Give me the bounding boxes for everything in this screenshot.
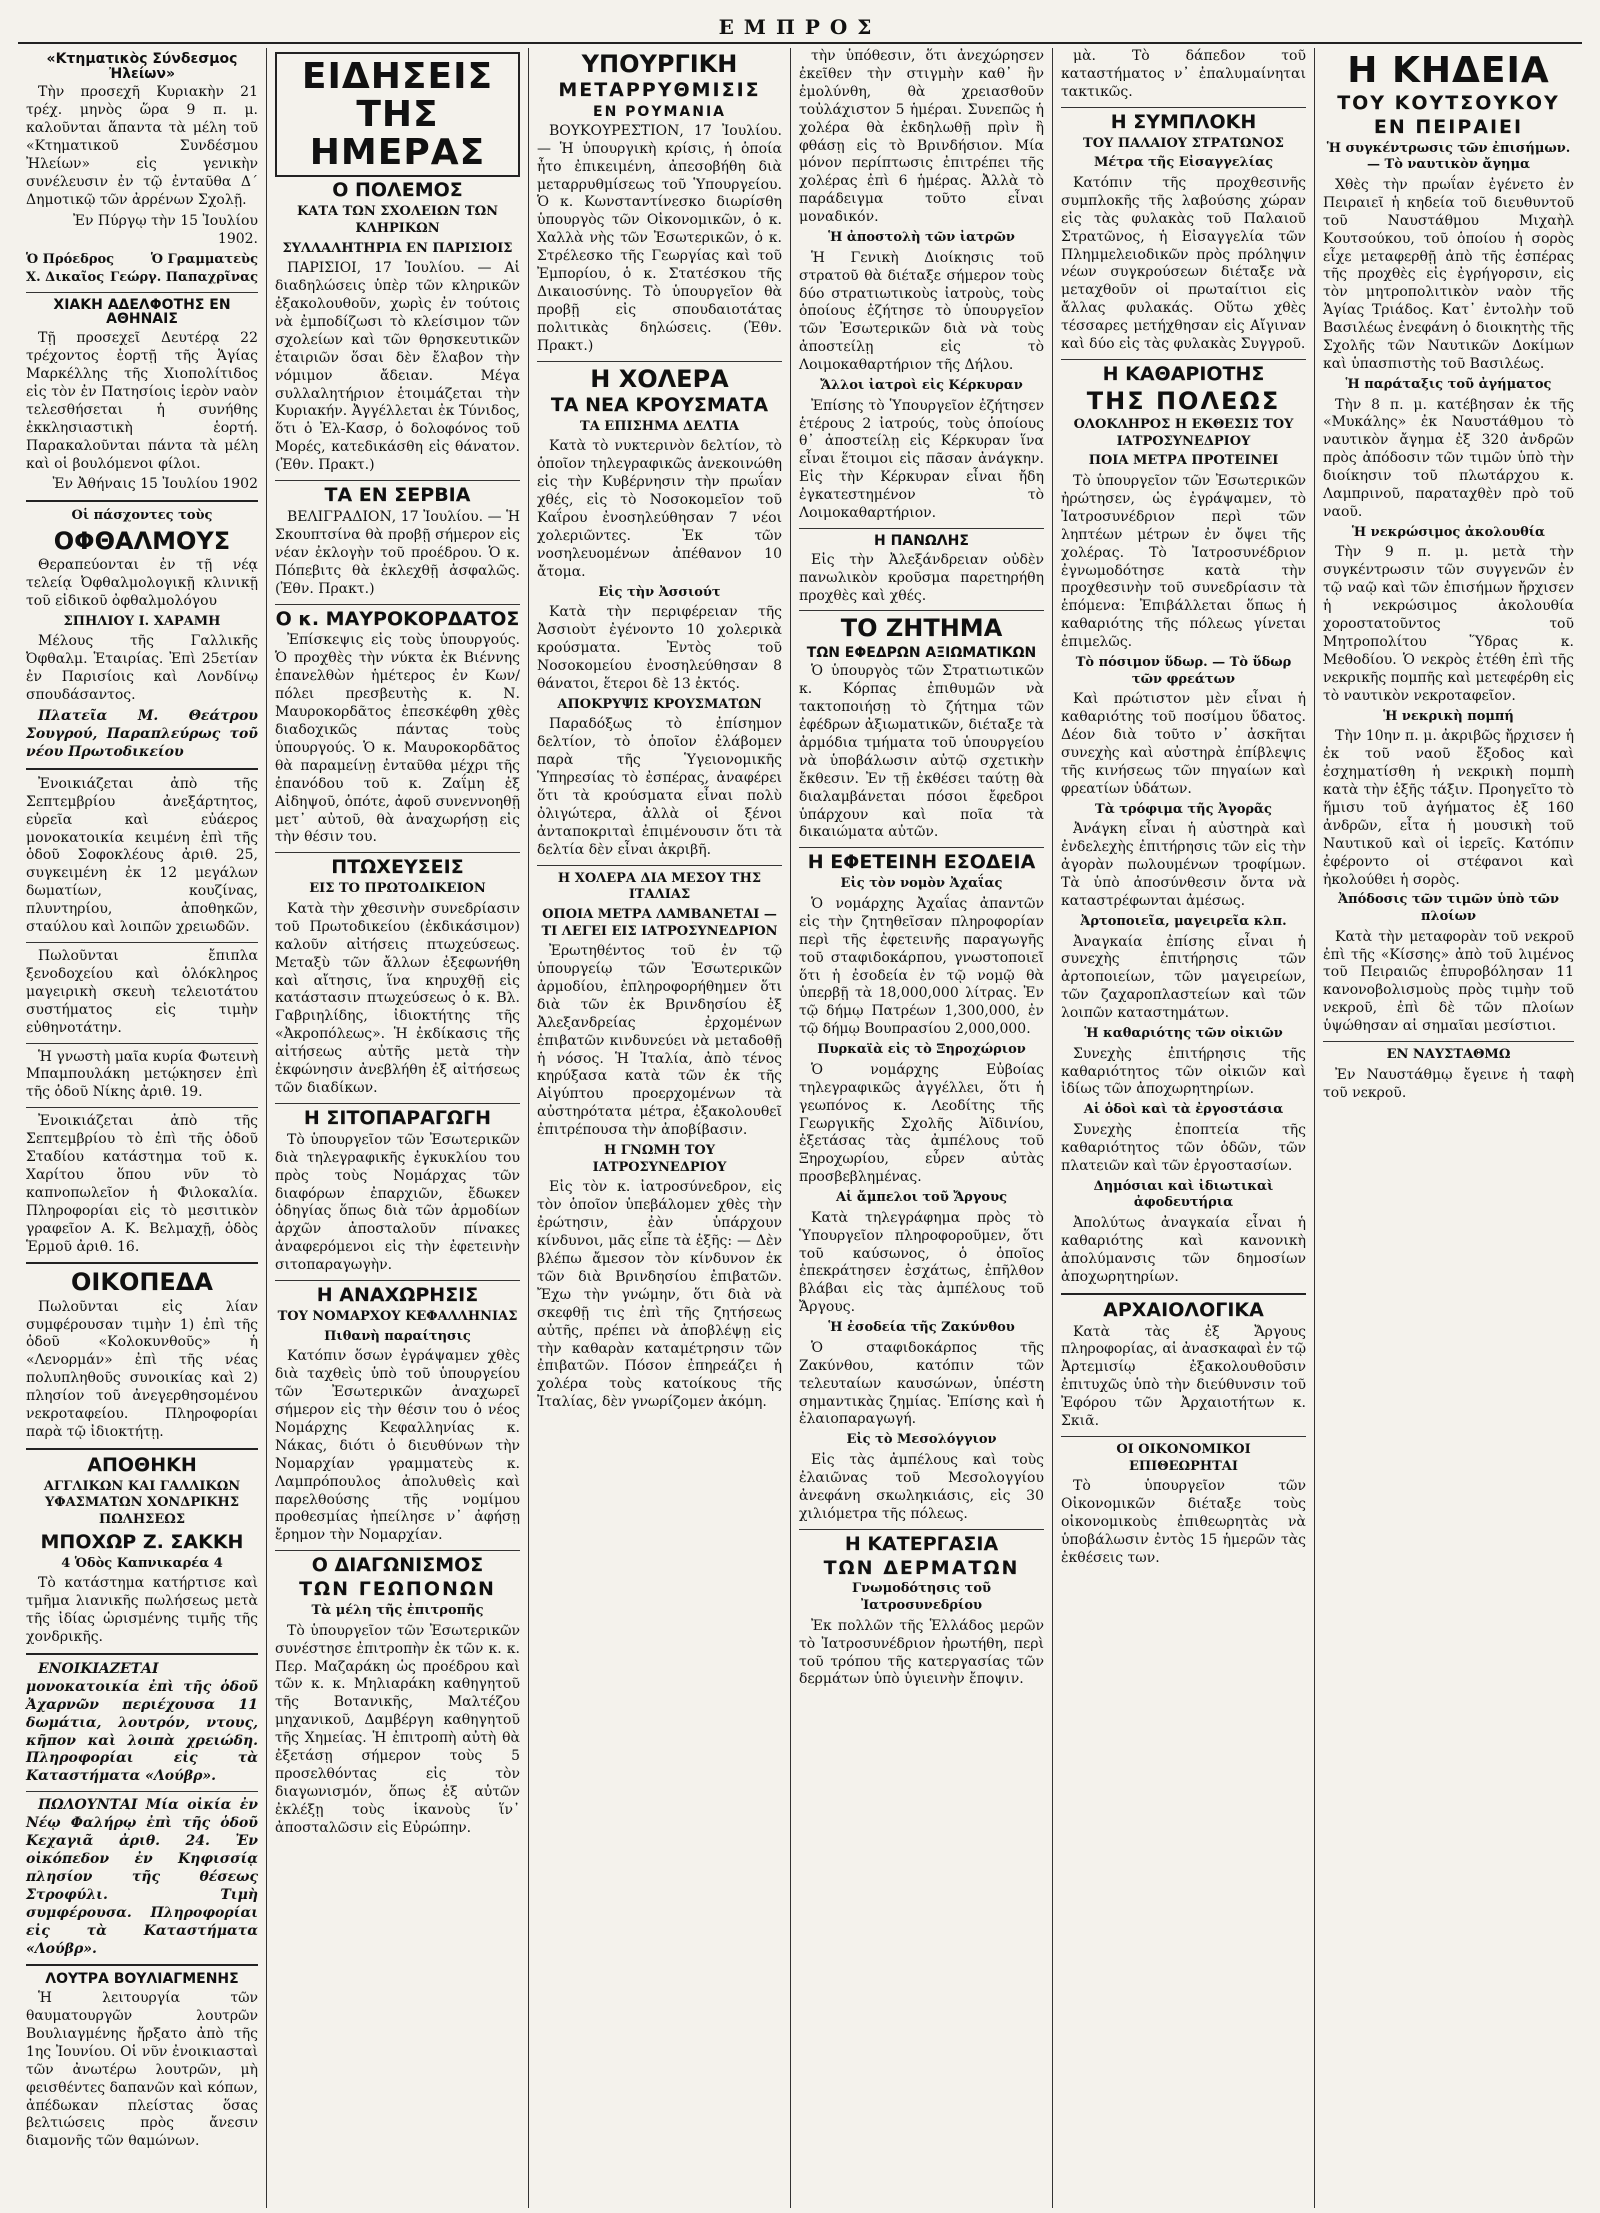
article-lead: Δημόσιαι καὶ ἰδιωτικαὶ ἀφοδευτήρια (1093, 1178, 1274, 1211)
article-text: Ἀναγκαία ἐπίσης εἶναι ἡ συνεχὴς ἐπιτήρησις τῶν ἀρτοποιείων, τῶν μαγειρείων, τῶν ζαχαροπλαστείων καὶ τῶν λοιπῶν καταστημάτων. (1061, 933, 1306, 1022)
store-text: Τὸ κατάστημα κατήρτισε καὶ τμῆμα λιανικῆς πωλήσεως μετὰ τῆς ἰδίας ὡρισμένης τιμῆς τῆς χονδρικῆς. (26, 1575, 258, 1645)
notice-title: «Κτηματικὸς Σύνδεσμος Ἠλείων» (46, 51, 238, 82)
article-subheadline: ΤΟΥ ΚΟΥΤΣΟΥΚΟΥ (1337, 91, 1560, 114)
divider (275, 1550, 520, 1551)
divider (1061, 359, 1306, 360)
article-text: Κατόπιν ὅσων ἐγράψαμεν χθὲς διὰ ταχθεὶς ὑπὸ τοῦ ὑπουργείου τῶν Ἐσωτερικῶν ἀναχωρεῖ σήμερον εἰς τὴν θέσιν του ὁ νέος Νομάρχης Κεφαλληνίας κ. Νάκας, διότι ὁ διευθύνων τὴν Νομαρχίαν γραμματεὺς κ. Λαμπρόπουλος ἀπολυθεὶς καὶ παρελθούσης τῆς νομίμου προθεσμίας ἠπείλησε ν᾽ ἀφήσῃ ἔρημον τὴν Νομαρχίαν. (275, 1348, 520, 1544)
article-lead: Ἡ παράταξις τοῦ ἀγήματος (1345, 376, 1552, 392)
column-6 (1314, 48, 1582, 2208)
ad-eye-pre: Οἱ πάσχοντες τοὺς (71, 508, 213, 524)
secretary-name: Γεώργ. Παπαχρῖνας (109, 270, 258, 286)
classified-ad: ΕΝΟΙΚΙΑΖΕΤΑΙ μονοκατοικία ἐπὶ τῆς ὁδοῦ Ἀχαρνῶν περιέχουσα 11 δωμάτια, λουτρόν, ντους, κῆπον καὶ λοιπὰ χρειώδη. Πληροφορίαι εἰς τὰ Καταστήματα «Λούβρ». (26, 1660, 258, 1785)
article-text: Κατὰ τηλεγράφημα πρὸς τὸ Ὑπουργεῖον πληροφοροῦμεν, ὅτι τοῦ καύσωνος, ὁ ὁποῖος ἐπεκράτησεν ἐσχάτως, ἐπῆλθον βλάβαι εἰς τὰς ἀμπέλους τοῦ Ἄργους. (799, 1209, 1044, 1316)
secretary-label: Ὁ Γραμματεὺς (150, 251, 258, 267)
article-headline: ΥΠΟΥΡΓΙΚΗ (581, 50, 738, 78)
article-lead: Ἡ ἀποστολὴ τῶν ἰατρῶν (828, 230, 1015, 246)
article-text: Καὶ πρώτιστον μὲν εἶναι ἡ καθαριότης τοῦ ποσίμου ὕδατος. Δέον διὰ τοῦτο ν᾽ ἀσκῆται συνεχὴς καὶ αὐστηρὰ ἐπίβλεψις τῆς κινήσεως τῶν πηγαίων καὶ φρεατίων ὑδάτων. (1061, 691, 1306, 797)
article-lead: Μέτρα τῆς Εἰσαγγελίας (1093, 155, 1274, 171)
divider (26, 768, 258, 770)
divider (537, 361, 782, 362)
classified-ad: Ἐνοικιάζεται ἀπὸ τῆς Σεπτεμβρίου τὸ ἐπὶ τῆς ὁδοῦ Σταδίου κατάστημα τοῦ κ. Χαρίτου ὅπου νῦν τὸ καπνοπωλεῖον ἡ Φιλοκαλία. Πληροφορίαι εἰς τὸ μεσιτικὸν γραφεῖον Α. Κ. Βελμαχῇ, ὁδὸς Ἑρμοῦ ἀριθ. 16. (26, 1113, 258, 1255)
column-2 (266, 48, 528, 2208)
column-3 (528, 48, 790, 2208)
signature-labels (26, 252, 258, 269)
article-subheadline: ΤΩΝ ΓΕΩΠΟΝΩΝ (299, 1578, 496, 1601)
article-subheadline: ΤΑ ΕΠΙΣΗΜΑ ΔΕΛΤΙΑ (580, 418, 739, 434)
divider (275, 1280, 520, 1281)
article-subheadline: ΤΑ ΝΕΑ ΚΡΟΥΣΜΑΤΑ (550, 393, 769, 416)
article-subheadline: ΕΙΣ ΤΟ ΠΡΩΤΟΔΙΚΕΙΟΝ (309, 881, 486, 897)
divider (26, 500, 258, 502)
article-text: Ἐκ πολλῶν τῆς Ἑλλάδος μερῶν τὸ Ἰατροσυνέδριον ἠρωτήθη, περὶ τοῦ τρόπου τῆς κατεργασίας τῶν δερμάτων ὑπὸ ὑγιεινὴν ἔποψιν. (799, 1617, 1044, 1688)
divider (26, 1107, 258, 1108)
article-text: Κατόπιν τῆς προχθεσινῆς συμπλοκῆς τῆς λαβούσης χώραν εἰς τὰς φυλακὰς τοῦ Παλαιοῦ Στρατῶνος, ἡ Εἰσαγγελία τῶν Πλημμελειοδικῶν πρὸς πρόληψιν νέων συγκρούσεων διέταξε νὰ μεταχθοῦν οἱ πρωταίτιοι εἰς ἄλλας φυλακάς. Οὕτω χθὲς τέσσαρες μετήχθησαν εἰς Αἴγιναν καὶ δύο εἰς τὰς φυλακὰς Συγγροῦ. (1061, 174, 1306, 353)
plots-text: Πωλοῦνται εἰς λίαν συμφέρουσαν τιμὴν 1) ἐπὶ τῆς ὁδοῦ «Κολοκυνθοῦς» ἡ «Λενορμάν» ἐπὶ τῆς νέας πολυπληθοῦς συνοικίας καὶ 2) πλησίον τοῦ ἀνεγερθησομένου νεκροταφείου. Πληροφορίαι παρὰ τῷ ἰδιοκτήτῃ. (26, 1298, 258, 1440)
article-lead: Τὰ τρόφιμα τῆς Ἀγορᾶς (1095, 801, 1272, 817)
article-headline: Η ΧΟΛΕΡΑ (590, 364, 729, 393)
divider (1323, 1041, 1574, 1042)
divider (537, 865, 782, 866)
article-text: Κατὰ τὸ νυκτερινὸν δελτίον, τὸ ὁποῖον τηλεγραφικῶς ἀνεκοινώθη εἰς τὴν Κυβέρνησιν τὴν πρωΐαν χθές, εἰς τὸ Νοσοκομεῖον τοῦ Καΐρου ἐνοσηλεύθησαν 7 νέοι χολεριῶντες. Ἐκ τῶν νοσηλευομένων ἀπέθανον 10 ἄτομα. (537, 438, 782, 580)
article-lead: Ἄλλοι ἰατροὶ εἰς Κέρκυραν (820, 378, 1023, 394)
divider (799, 1529, 1044, 1530)
notice-title: ΧΙΑΚΗ ΑΔΕΛΦΟΤΗΣ ΕΝ ΑΘΗΝΑΙΣ (53, 296, 231, 328)
ad-eye-text: Θεραπεύονται ἐν τῇ νέᾳ τελείᾳ Ὀφθαλμολογικῇ κλινικῇ τοῦ εἰδικοῦ ὀφθαλμολόγου (26, 557, 258, 609)
article-lead: Ἡ συγκέντρωσις τῶν ἐπισήμων. — Τὸ ναυτικὸν ἄγημα (1326, 140, 1571, 173)
article-text: Τὸ ὑπουργεῖον τῶν Ἐσωτερικῶν ἠρώτησεν, ὡς ἐγράψαμεν, τὸ Ἰατροσυνέδριον περὶ τῶν ληπτέων μέτρων ἐν ὄψει τῆς χολέρας. Τὸ Ἰατροσυνέδριον ἐγνωμοδότησε κατὰ τὴν προχθεσινὴν τοῦ συνεδρίασιν τὰ ἑπόμενα: Ἐπιβάλλεται ὅπως ἡ καθαριότης τῆς πόλεως γίνεται ἐπιμελῶς. (1061, 472, 1306, 651)
plots-heading: ΟΙΚΟΠΕΔΑ (71, 1268, 213, 1297)
article-lead: Αἱ ἄμπελοι τοῦ Ἄργους (835, 1190, 1008, 1206)
ad-eye-address: Πλατεῖα Μ. Θεάτρου Σουγρού, Παραπλεύρως τοῦ νέου Πρωτοδικείου (26, 708, 258, 760)
article-text: Κατὰ τὰς ἐξ Ἄργους πληροφορίας, αἱ ἀνασκαφαὶ ἐν τῷ Ἀρτεμισίῳ ἐξακολουθοῦσιν ἐπιτυχῶς ὑπὸ τὴν διεύθυνσιν τοῦ Ἐφόρου τῶν Ἀρχαιοτήτων κ. Σκιᾶ. (1061, 1323, 1306, 1430)
article-lead: Εἰς τὴν Ἀσσιούτ (598, 584, 721, 600)
article-headline: Ο κ. ΜΑΥΡΟΚΟΡΔΑΤΟΣ (275, 607, 520, 630)
article-text: Χθὲς τὴν πρωΐαν ἐγένετο ἐν Πειραιεῖ ἡ κηδεία τοῦ διευθυντοῦ τοῦ Ναυστάθμου Μιχαὴλ Κουτσούκου, τοῦ ὁποίου ἡ σορὸς εἶχε μεταφερθῇ ἀπὸ τῆς ἑσπέρας τῆς προχθὲς εἰς ἐγρήγορσιν, εἰς τὸν μητροπολιτικὸν ναὸν τῆς Ἁγίας Τριάδος. Κατ᾽ ἐντολὴν τοῦ Βασιλέως ἐνεφάνη ὁ διοικητὴς τῆς Σχολῆς τῶν Ναυτικῶν Δοκίμων καὶ ὑπασπιστὴς τοῦ Βασιλέως. (1323, 176, 1574, 372)
store-sub: ΑΓΓΛΙΚΩΝ ΚΑΙ ΓΑΛΛΙΚΩΝ ΥΦΑΣΜΑΤΩΝ ΧΟΝΔΡΙΚΗΣ ΠΩΛΗΣΕΩΣ (43, 1478, 241, 1528)
article-subheadline: ΜΕΤΑΡΡΥΘΜΙΣΙΣ (558, 79, 761, 102)
column-5 (1052, 48, 1314, 2208)
article-text: ΠΑΡΙΣΙΟΙ, 17 Ἰουλίου. — Αἱ διαδηλώσεις ὑπὲρ τῶν κληρικῶν ἐξακολουθοῦν, χωρὶς ἐν τούτοις νὰ ἐμποδίζωσι τὸ κλείσιμον τῶν σχολείων καὶ τῶν θρησκευτικῶν ἑταιριῶν ὅσαι δὲν ἔλαβον τὴν νόμιμον ἄδειαν. Μέγα συλλαλητήριον ἑτοιμάζεται τὴν Κυριακήν. Ἀγγέλλεται ἐκ Τύνιδος, ὅτι ὁ Ἐλ-Κασρ, ὁ δολοφόνος τοῦ Μορές, κατεδικάσθη εἰς θάνατον. (Ἐθν. Πρακτ.) (275, 260, 520, 474)
divider (275, 1103, 520, 1104)
article-headline: ΕΝ ΝΑΥΣΤΑΘΜΩ (1386, 1047, 1511, 1063)
article-subheadline: ΕΝ ΡΟΥΜΑΝΙΑ (593, 104, 726, 121)
masthead-rule (18, 42, 1582, 44)
article-text: Εἰς τὴν Ἀλεξάνδρειαν οὐδὲν πανωλικὸν κροῦσμα παρετηρήθη προχθὲς καὶ χθές. (799, 551, 1044, 604)
article-lead: Η ΓΝΩΜΗ ΤΟΥ ΙΑΤΡΟΣΥΝΕΔΡΙΟΥ (592, 1143, 727, 1175)
article-text: Ἡ Γενικὴ Διοίκησις τοῦ στρατοῦ θὰ διέταξε σήμερον τοὺς δύο στρατιωτικοὺς ἰατροὺς, τοὺς ὁποίους ἐζήτησε τὸ ὑπουργεῖον τῶν Ἐσωτερικῶν διὰ νὰ τοὺς ἀποστείλῃ εἰς τὸ Λοιμοκαθαρτήριον τῆς Δήλου. (799, 249, 1044, 374)
article-headline: Η ΚΑΤΕΡΓΑΣΙΑ (844, 1532, 999, 1555)
article-lead: Πιθανὴ παραίτησις (324, 1328, 471, 1344)
article-text: Ἀνάγκη εἶναι ἡ αὐστηρὰ καὶ ἐνδελεχὴς ἐπιτήρησις τῶν εἰς τὴν ἀγορὰν πωλουμένων τροφίμων. Τὰ ὑπὸ ἀποσύνθεσιν ὄντα νὰ καταστρέφωνται ἀμέσως. (1061, 821, 1306, 909)
ad-eye-heading: ΟΦΘΑΛΜΟΥΣ (53, 526, 231, 555)
article-subheadline: ΟΛΟΚΛΗΡΟΣ Η ΕΚΘΕΣΙΣ ΤΟΥ ΙΑΤΡΟΣΥΝΕΔΡΙΟΥ (1073, 417, 1294, 449)
article-subheadline: ΕΝ ΠΕΙΡΑΙΕΙ (1373, 115, 1524, 138)
article-lead: Εἰς τὸν νομὸν Ἀχαΐας (840, 876, 1003, 892)
divider (1061, 107, 1306, 108)
president-name: Χ. Δικαῖος (26, 270, 105, 286)
column-4 (790, 48, 1052, 2208)
article-lead: Ἡ ἐσοδεία τῆς Ζακύνθου (828, 1320, 1015, 1336)
article-subheadline: ΤΟΥ ΝΟΜΑΡΧΟΥ ΚΕΦΑΛΛΗΝΙΑΣ (277, 1309, 518, 1325)
article-lead: Γνωμοδότησις τοῦ Ἰατροσυνεδρίου (851, 1581, 992, 1614)
article-lead: Αἱ ὁδοὶ καὶ τὰ ἐργοστάσια (1083, 1102, 1284, 1118)
article-headline: ΠΤΩΧΕΥΣΕΙΣ (331, 856, 464, 879)
article-text: τὴν ὑπόθεσιν, ὅτι ἀνεχώρησεν ἐκεῖθεν τὴν στιγμὴν καθ᾽ ἣν ἐμολύνθη, θὰ χρειασθοῦν τοὐλάχιστον 5 ἡμέραι. Συνεπῶς ἡ χολέρα θὰ ἐκδηλωθῇ πρὶν ἢ φθάσῃ εἰς τὸ Βρινδήσιον. Μία μόνον περίπτωσις ἐπιτρέπει τῆς χολέρας ἐπὶ 6 ἡμέρας. Ἀλλὰ τὸ παράδειγμα τοῦτο εἶναι μοναδικόν. (799, 48, 1044, 226)
article-text: Συνεχὴς ἐπιτήρησις τῆς καθαριότητος τῶν οἰκιῶν καὶ ἰδίως τῶν ἀποχωρητηρίων. (1061, 1045, 1306, 1098)
notice-date: Ἐν Πύργῳ τὴν 15 Ἰουλίου 1902. (73, 212, 258, 247)
divider (26, 942, 258, 943)
article-text: Κατὰ τὴν μεταφορὰν τοῦ νεκροῦ ἐπὶ τῆς «Κίσσης» ἀπὸ τοῦ λιμένος τοῦ Πειραιῶς ἐπυροβόλησαν 11 κανονοβολισμοὺς πρὸς τιμὴν τοῦ νεκροῦ, ἐπὶ δὲ τῶν πλοίων ὑψώθησαν αἱ σημαῖαι μεσίστιοι. (1323, 928, 1574, 1035)
article-text: Τὸ ὑπουργεῖον τῶν Ἐσωτερικῶν διὰ τηλεγραφικῆς ἐγκυκλίου του πρὸς τοὺς Νομάρχας τῶν διαφόρων ἐπαρχιῶν, ἔδωκεν ὁδηγίας ὅπως διὰ τῶν ἁρμοδίων ἀρχῶν ἀποσταλοῦν πίνακες ἀναφερόμενοι εἰς τὴν ἐφετεινὴν σιτοπαραγωγὴν. (275, 1131, 520, 1274)
article-lead: Ἡ νεκρώσιμος ἀκολουθία (1351, 524, 1546, 540)
article-lead: Τὸ πόσιμον ὕδωρ. — Τὸ ὕδωρ τῶν φρεάτων (1075, 655, 1292, 687)
columns (18, 48, 1582, 2208)
classified-ad: Πωλοῦνται ἔπιπλα ξενοδοχείου καὶ ὁλόκληρος μαγειρικὴ σκευὴ τελειοτάτου συστήματος εἰς τιμὴν εὐθηνοτάτην. (26, 947, 258, 1036)
divider (275, 852, 520, 853)
article-text: Τὸ ὑπουργεῖον τῶν Ἐσωτερικῶν συνέστησε ἐπιτροπὴν ἐκ τῶν κ. κ. Περ. Μαζαράκη ὡς προέδρου καὶ τῶν κ. κ. Μηλιαράκη καθηγητοῦ τῆς Βοτανικῆς, Μαλτέζου μηχανικοῦ, Δαμβέργη καθηγητοῦ τῆς Χημείας. Ἡ ἐπιτροπὴ αὐτὴ θὰ ἐξετάσῃ σήμερον τοὺς 5 προσελθόντας εἰς τὸν διαγωνισμόν, ὅπως ἐξ αὐτῶν ἐκλέξῃ τοὺς ἱκανοὺς ἵν᾽ ἀποσταλῶσιν εἰς Εὐρώπην. (275, 1622, 520, 1836)
article-text: Ἐν Ναυστάθμῳ ἔγεινε ἡ ταφὴ τοῦ νεκροῦ. (1323, 1066, 1574, 1101)
divider (1061, 1293, 1306, 1295)
article-text: Ἐπίσης τὸ Ὑπουργεῖον ἐζήτησεν ἑτέρους 2 ἰατρούς, τοὺς ὁποίους θ᾽ ἀποστείλῃ εἰς Κέρκυραν ἵνα εἶναι ἕτοιμοι εἰς πᾶσαν ἀνάγκην. Εἰς τὴν Κέρκυραν εἶναι ἤδη ἐγκατεστημένον τὸ Λοιμοκαθαρτήριον. (799, 397, 1044, 522)
store-address: 4 Ὁδὸς Καπνικαρέα 4 (61, 1555, 223, 1571)
divider (1061, 1436, 1306, 1437)
article-headline: Η ΚΗΔΕΙΑ (1347, 50, 1550, 91)
article-subheadline: ΣΥΛΛΑΛΗΤΗΡΙΑ ΕΝ ΠΑΡΙΣΙΟΙΣ (282, 240, 513, 256)
divider (26, 1448, 258, 1450)
signature-names (26, 270, 258, 287)
article-lead: ΑΠΟΚΡΥΨΙΣ ΚΡΟΥΣΜΑΤΩΝ (557, 696, 762, 712)
article-lead: Ἡ νεκρικὴ πομπή (1383, 708, 1514, 724)
column-1 (18, 48, 266, 2208)
divider (26, 1653, 258, 1655)
article-headline: ΑΡΧΑΙΟΛΟΓΙΚΑ (1103, 1298, 1264, 1321)
divider (275, 480, 520, 481)
divider (275, 604, 520, 605)
article-headline: Η ΚΑΘΑΡΙΟΤΗΣ (1102, 362, 1265, 385)
section-banner: ΕΙΔΗΣΕΙΣ ΤΗΣ ΗΜΕΡΑΣ (275, 52, 520, 177)
article-subheadline: ΠΟΙΑ ΜΕΤΡΑ ΠΡΟΤΕΙΝΕΙ (1088, 453, 1279, 469)
article-text: Ὁ νομάρχης Εὐβοίας τηλεγραφικῶς ἀγγέλλει, ὅτι ἡ γεωπόνος κ. Λεοδίτης τῆς Γεωργικῆς Σχολῆς Ἀϊδινίου, ἐξετάσας τὰς ἀμπέλους τοῦ Ξηροχωρίου, εὗρεν αὐτὰς προσβεβλημένας. (799, 1061, 1044, 1186)
president-label: Ὁ Πρόεδρος (26, 251, 115, 267)
article-subheadline: ΤΩΝ ΕΦΕΔΡΩΝ ΑΞΙΩΜΑΤΙΚΩΝ (806, 644, 1037, 661)
article-text: ΒΕΛΙΓΡΑΔΙΟΝ, 17 Ἰουλίου. — Ἡ Σκουπτσίνα θὰ προβῇ σήμερον εἰς νέαν ἐκλογὴν τοῦ προέδρου. Ὁ κ. Πόπεβιτς θὰ ἐκλεχθῇ ἀσφαλῶς. (Ἐθν. Πρακτ.) (275, 509, 520, 597)
article-text: Κατὰ τὴν χθεσινὴν συνεδρίασιν τοῦ Πρωτοδικείου (ἐκδικάσιμον) καλοῦν αἰτήσεις πτωχεύσεως. Μεταξὺ τῶν ἄλλων ἐξεφωνήθη καὶ αἴτησις, ἵνα κηρυχθῇ εἰς κατάστασιν πτωχεύσεως ὁ κ. Βλ. Γαβριηλίδης, ἰδιοκτήτης τῆς «Ἀκροπόλεως». Ἡ ἐκδίκασις τῆς αἰτήσεως αὐτῆς μετὰ τὴν ἐκφώνησιν ἀνεβλήθη ἐξ αἰτήσεως τῶν διαδίκων. (275, 900, 520, 1096)
article-headline: Η ΧΟΛΕΡΑ ΔΙΑ ΜΕΣΟΥ ΤΗΣ ΙΤΑΛΙΑΣ (557, 870, 762, 903)
article-text: ΒΟΥΚΟΥΡΕΣΤΙΟΝ, 17 Ἰουλίου. — Ἡ ὑπουργικὴ κρίσις, ἡ ὁποία ἦτο ἐπικειμένη, ἀπεσοβήθη διὰ μεταρρυθμίσεως τοῦ Ὑπουργείου. Ὁ κ. Κωνσταντίνεσκο διωρίσθη ὑπουργὸς τῶν Οἰκονομικῶν, ὁ κ. Χαλλὰ νὴς τῶν Ἐσωτερικῶν, ὁ κ. Στρέλεσκο τῆς Γεωργίας καὶ τοῦ Ἐμπορίου, ὁ κ. Στατέσκου τῆς Δικαιοσύνης. Τὸ ὑπουργεῖον θὰ προβῇ εἰς σπουδαιοτάτας πολιτικὰς δηλώσεις. (Ἐθν. Πρακτ.) (537, 122, 782, 354)
article-text: Ὁ σταφιδοκάρπος τῆς Ζακύνθου, κατόπιν τῶν τελευταίων καυσώνων, ὑπέστη σημαντικὰς ζημίας. Ἐπίσης καὶ ἡ ἐλαιοπαραγωγή. (799, 1339, 1044, 1428)
divider (799, 847, 1044, 848)
article-headline: Η ΣΥΜΠΛΟΚΗ (1110, 110, 1257, 133)
article-subheadline: ΤΗΣ ΠΟΛΕΩΣ (1086, 386, 1281, 415)
store-name: ΜΠΟΧΩΡ Ζ. ΣΑΚΚΗ (40, 1530, 244, 1553)
article-text: μὰ. Τὸ δάπεδον τοῦ καταστήματος ν᾽ ἐπαλυμαίνηται τακτικῶς. (1061, 48, 1306, 100)
article-subheadline: ΤΩΝ ΔΕΡΜΑΤΩΝ (823, 1556, 1020, 1579)
article-headline: Ο ΔΙΑΓΩΝΙΣΜΟΣ (311, 1554, 484, 1577)
divider (26, 1964, 258, 1966)
ad-eye-text: Μέλους τῆς Γαλλικῆς Ὀφθαλμ. Ἑταιρίας. Ἐπὶ 25ετίαν ἐν Παρισίοις καὶ Λονδίνῳ σπουδάσαντος. (26, 633, 258, 704)
baths-text: Ἡ λειτουργία τῶν θαυματουργῶν λουτρῶν Βουλιαγμένης ἤρξατο ἀπὸ τῆς 1ης Ἰουνίου. Οἱ νῦν ἐνοικιασταὶ τῶν ἀνωτέρω λουτρῶν, μὴ φεισθέντες δαπανῶν καὶ κόπων, ἀπέδωκαν πλείστας ὅσας βελτιώσεις πρὸς ἄνεσιν διαμονῆς τῶν θαμώνων. (26, 1990, 258, 2150)
notice-date: Ἐν Ἀθήναις 15 Ἰουλίου 1902 (52, 476, 258, 493)
article-headline: ΤΑ ΕΝ ΣΕΡΒΙΑ (324, 484, 471, 507)
article-text: Κατὰ τὴν περιφέρειαν τῆς Ἀσσιοὺτ ἐγένοντο 10 χολερικὰ κρούσματα. Ἐντὸς τοῦ Νοσοκομείου ἐνοσηλεύθησαν 8 θάνατοι, ἕτεροι δὲ 13 ἐκτός. (537, 604, 782, 692)
article-headline: ΟΙ ΟΙΚΟΝΟΜΙΚΟΙ ΕΠΙΘΕΩΡΗΤΑΙ (1116, 1441, 1251, 1474)
article-lead: Ἀπόδοσις τῶν τιμῶν ὑπὸ τῶν πλοίων (1338, 892, 1559, 925)
article-lead: Πυρκαϊὰ εἰς τὸ Ξηροχώριον (817, 1042, 1026, 1058)
article-subheadline: ΤΟΥ ΠΑΛΑΙΟΥ ΣΤΡΑΤΩΝΟΣ (1083, 135, 1284, 151)
notice-text: Τὴν προσεχῆ Κυριακὴν 21 τρέχ. μηνὸς ὥρα 9 π. μ. καλοῦνται ἅπαντα τὰ μέλη τοῦ «Κτηματικοῦ Συνδέσμου Ἠλείων» εἰς γενικὴν συνέλευσιν ἐν τῷ ἐνταῦθα Δ΄ Δημοτικῷ τῶν ἀρρένων Σχολῇ. (26, 84, 258, 208)
article-subheadline: ΚΑΤΑ ΤΩΝ ΣΧΟΛΕΙΩΝ ΤΩΝ ΚΛΗΡΙΚΩΝ (296, 204, 499, 236)
article-text: Ὁ νομάρχης Ἀχαΐας ἀπαντῶν εἰς τὴν ζητηθεῖσαν πληροφορίαν περὶ τῆς ἐφετεινῆς παραγωγῆς τοῦ σταφιδοκάρπου, γνωστοποιεῖ ὅτι ἡ ἐσοδεία ἐν τῷ νομῷ θὰ ὑπερβῇ τὰ 18,000,000 λίτρας. Ἐν τῷ δήμῳ Πατρέων 1,300,000, ἐν τῷ δήμῳ Βουπρασίου 2,000,000. (799, 895, 1044, 1038)
article-text: Ἀπολύτως ἀναγκαία εἶναι ἡ καθαριότης καὶ κανονικὴ ἀπολύμανσις τῶν δημοσίων ἀποχωρητηρίων. (1061, 1214, 1306, 1285)
article-text: Τὴν 8 π. μ. κατέβησαν ἐκ τῆς «Μυκάλης» ἐκ Ναυστάθμου τὸ ναυτικὸν ἄγημα ἐξ 320 ἀνδρῶν πρὸς ἀπόδοσιν τῶν τιμῶν ὑπὸ τὴν διοίκησιν τοῦ πλωτάρχου κ. Λαμπρινοῦ, παραταχθὲν πρὸ τοῦ ναοῦ. (1323, 396, 1574, 520)
article-text: Ἐπίσκεψις εἰς τοὺς ὑπουργούς. Ὁ προχθὲς τὴν νύκτα ἐκ Βιέννης ἐπανελθὼν ἡμέτερος ἐν Κων/πόλει πρεσβευτὴς κ. Ν. Μαυροκορδᾶτος ἐπεσκέφθη χθὲς διαδοχικῶς πάντας τοὺς ὑπουργούς. Ὁ κ. Μαυροκορδᾶτος θὰ παραμείνῃ ἐνταῦθα μέχρι τῆς ἐπανόδου τοῦ κ. Ζαΐμη ἐξ Αἰδηψοῦ, ὁπότε, ἀφοῦ συνεννοηθῇ μετ᾽ αὐτοῦ, θὰ ἀναχωρήσῃ εἰς τὴν θέσιν του. (275, 632, 520, 846)
notice-text: Τῇ προσεχεῖ Δευτέρᾳ 22 τρέχοντος ἑορτῇ τῆς Ἁγίας Μαρκέλλης τῆς Χιοπολίτιδος εἰς τὸν ἐν Πατησίοις ἱερὸν ναὸν τελεσθήσεται ἡ συνήθης ἐκκλησιαστικὴ ἑορτή. Παρακαλοῦνται πάντα τὰ μέλη καὶ οἱ βουλόμενοι φίλοι. (26, 330, 258, 472)
divider (26, 1791, 258, 1792)
divider (26, 1262, 258, 1264)
article-text: Εἰς τὸν κ. ἰατροσύνεδρον, εἰς τὸν ὁποῖον ὑπεβάλομεν χθὲς τὴν ἐρώτησιν, ἐὰν ὑπάρχουν κίνδυνοι, μᾶς εἶπε τὰ ἑξῆς: — Δὲν βλέπω ἄμεσον τὸν κίνδυνον ἐκ τῶν διὰ Βρινδησίου ἐπιβατῶν. Ἔχω τὴν γνώμην, ὅτι διὰ νὰ σκεφθῇ τις ἐπὶ τῆς ζητήσεως αὐτῆς, πρέπει νὰ ἀποβλέψῃ εἰς τὴν καθαρὰν καταμέτρησιν τῶν ἐπιβατῶν. Πόσον ἐπηρεάζει ἡ χολέρα τοὺς κατοίκους τῆς Ἰταλίας, δὲν γνωρίζομεν ἀκόμη. (537, 1179, 782, 1411)
article-subheadline: ΟΠΟΙΑ ΜΕΤΡΑ ΛΑΜΒΑΝΕΤΑΙ — ΤΙ ΛΕΓΕΙ ΕΙΣ ΙΑΤΡΟΣΥΝΕΔΡΙΟΝ (541, 906, 778, 939)
article-headline: ΤΟ ΖΗΤΗΜΑ (840, 614, 1003, 643)
article-text: Συνεχὴς ἐποπτεία τῆς καθαριότητος τῶν ὁδῶν, τῶν πλατειῶν καὶ τῶν ἐργοστασίων. (1061, 1122, 1306, 1174)
article-headline: Η ΠΑΝΩΛΗΣ (874, 533, 969, 549)
divider (26, 1043, 258, 1044)
article-text: Παραδόξως τὸ ἐπίσημον δελτίον, τὸ ὁποῖον ἐλάβομεν παρὰ τῆς Ὑγειονομικῆς Ὑπηρεσίας τὸ ἐσπέρας, ἀναφέρει ὅτι τὰ κρούσματα εἶναι πολὺ ὀλιγώτερα, ἀλλὰ οἱ ξένοι ἀνταποκριταὶ ἐπιμένουσιν ὅτι τὰ δελτία δὲν εἶναι ἀκριβῆ. (537, 716, 782, 858)
classified-ad: Ἡ γνωστὴ μαῖα κυρία Φωτεινὴ Μπαμπουλάκη μετῴκησεν ἐπὶ τῆς ὁδοῦ Νίκης ἀριθ. 19. (26, 1048, 258, 1101)
classified-ad: ΠΩΛΟΥΝΤΑΙ Μία οἰκία ἐν Νέῳ Φαλήρῳ ἐπὶ τῆς ὁδοῦ Κεχαγιᾶ ἀριθ. 24. Ἐν οἰκόπεδον ἐν Κηφισσίᾳ πλησίον τῆς θέσεως Στροφύλι. Τιμὴ συμφέρουσα. Πληροφορίαι εἰς τὰ Καταστήματα «Λούβρ». (26, 1797, 258, 1957)
classified-ad: Ἐνοικιάζεται ἀπὸ τῆς Σεπτεμβρίου ἀνεξάρτητος, εὐρεῖα καὶ εὐάερος μονοκατοικία κειμένη ἐπὶ τῆς ὁδοῦ Σοφοκλέους ἀριθ. 25, συγκειμένη ἐκ 12 μεγάλων δωματίων, κουζίνας, πλυντηρίου, ἀποθηκῶν, σταύλου καὶ λοιπῶν χρειωδῶν. (26, 775, 258, 936)
article-text: Τὴν 9 π. μ. μετὰ τὴν συγκέντρωσιν τῶν συγγενῶν ἐν τῷ ναῷ καὶ τῶν ἐπισήμων ἤρχισεν ἡ νεκρώσιμος ἀκολουθία χοροστατοῦντος τοῦ Μητροπολίτου Ὕδρας κ. Μεθοδίου. Ὁ νεκρὸς ἐτέθη ἐπὶ τῆς νεκρικῆς πομπῆς καὶ μετεφέρθη εἰς τὸ ναυτικὸν νεκροταφεῖον. (1323, 544, 1574, 704)
article-headline: Η ΑΝΑΧΩΡΗΣΙΣ (316, 1284, 479, 1307)
baths-heading: ΛΟΥΤΡΑ ΒΟΥΛΙΑΓΜΕΝΗΣ (45, 1971, 239, 1988)
article-text: Τὴν 10ην π. μ. ἀκριβῶς ἤρχισεν ἡ ἐκ τοῦ ναοῦ ἔξοδος καὶ ἐσχηματίσθη ἡ νεκρικὴ πομπὴ κατὰ τὴν ἑξῆς τάξιν. Προηγεῖτο τὸ ἥμισυ τοῦ ἀγήματος ἐξ 160 ἀνδρῶν, εἶτα ἡ μουσικὴ τοῦ Ναυτικοῦ καὶ οἱ ἱερεῖς. Κατόπιν ἐφέροντο οἱ στέφανοι καὶ ἠκολούθει ἡ σορὸς. (1323, 728, 1574, 888)
article-text: Τὸ ὑπουργεῖον τῶν Οἰκονομικῶν διέταξε τοὺς οἰκονομικοὺς ἐπιθεωρητὰς νὰ ὑποβάλωσιν ἐντὸς 15 ἡμερῶν τὰς ἐκθέσεις των. (1061, 1478, 1306, 1566)
article-lead: Ἡ καθαριότης τῶν οἰκιῶν (1084, 1026, 1283, 1042)
divider (799, 528, 1044, 529)
article-lead: Ἀρτοποιεῖα, μαγειρεῖα κλπ. (1080, 913, 1287, 929)
article-text: Ἐρωτηθέντος τοῦ ἐν τῷ ὑπουργείῳ τῶν Ἐσωτερικῶν ἀρμοδίου, ἐπληροφορήθημεν ὅτι διὰ τῶν ἐκ Βρινδησίου ἐξ Ἀλεξανδρείας ἐρχομένων ἐπιβατῶν κινδυνεύει νὰ μεταδοθῇ ἡ νόσος. Ἡ Ἰταλία, ἀπὸ τένος κηρύξασα κατὰ τῶν ἐκ τῆς Αἰγύπτου προερχομένων τὰ αὐστηρότατα μέτρα, ἐξακολουθεῖ ἐπιτρέπουσα τὴν ἀποβίβασιν. (537, 943, 782, 1139)
article-lead: Τὰ μέλη τῆς ἐπιτροπῆς (311, 1603, 484, 1619)
store-heading: ΑΠΟΘΗΚΗ (87, 1453, 197, 1476)
article-headline: Ο ΠΟΛΕΜΟΣ (332, 179, 463, 202)
article-lead: Εἰς τὸ Μεσολόγγιον (846, 1432, 997, 1448)
article-text: Εἰς τὰς ἀμπέλους καὶ τοὺς ἐλαιῶνας τοῦ Μεσολογγίου ἀνεφάνη σκωληκιάσις, εἰς 30 χιλιόμετρα τῆς πόλεως. (799, 1451, 1044, 1522)
article-text: Ὁ ὑπουργὸς τῶν Στρατιωτικῶν κ. Κόρπας ἐπιθυμῶν νὰ τακτοποιήσῃ τὸ ζήτημα τῶν ἐφέδρων ἀξιωματικῶν, διέταξε τὰ ἀρμόδια τμήματα τοῦ ὑπουργείου νὰ ὑποβάλωσιν αὐτῷ σχετικὴν ἔκθεσιν. Ἐν τῇ ἐκθέσει ταύτῃ θὰ διαλαμβάνεται πόσοι ἔφεδροι ὑπάρχουν καὶ ποῖα τὰ δικαιώματα αὐτῶν. (799, 663, 1044, 841)
masthead: ΕΜΠΡΟΣ (718, 15, 882, 39)
article-headline: Η ΣΙΤΟΠΑΡΑΓΩΓΗ (303, 1106, 492, 1129)
ad-eye-doctor: ΣΠΗΛΙΟΥ Ι. ΧΑΡΑΜΗ (63, 613, 221, 629)
article-headline: Η ΕΦΕΤΕΙΝΗ ΕΣΟΔΕΙΑ (807, 851, 1036, 874)
divider (799, 610, 1044, 611)
divider (26, 292, 258, 293)
